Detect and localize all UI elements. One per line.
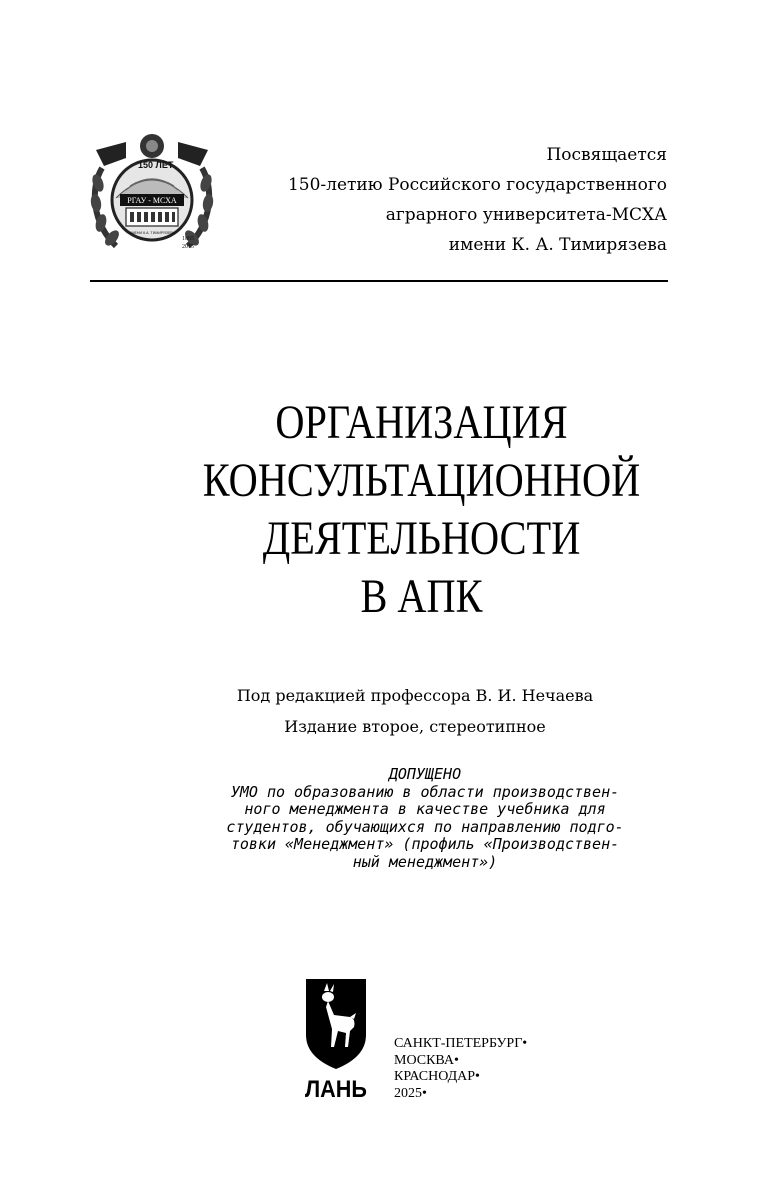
title-line: В АПК [360, 570, 483, 623]
emblem-graphic [86, 128, 218, 260]
dedication-line: имени К. А. Тимирязева [448, 235, 667, 255]
approval-line: ный менеджмент») [352, 852, 498, 871]
title-line: КОНСУЛЬТАЦИОННОЙ [202, 454, 641, 507]
city-line: КРАСНОДАР• [394, 1069, 480, 1084]
city-line: САНКТ-ПЕТЕРБУРГ• [394, 1036, 528, 1051]
city-line: 2025• [394, 1085, 427, 1101]
publisher-logo-text: ЛАНЬ [305, 1074, 367, 1101]
university-emblem [86, 128, 218, 260]
approval-line: студентов, обучающихся по направлению подго- [226, 817, 624, 836]
approval-line: ного менеджмента в качестве учебника для [244, 800, 606, 818]
doe-icon [304, 977, 368, 1101]
title-line: ДЕЯТЕЛЬНОСТИ [262, 512, 581, 565]
editor-credit: Под редакцией профессора В. И. Нечаева [236, 686, 594, 705]
publisher-cities [394, 1036, 527, 1102]
dedication [237, 140, 667, 260]
dedication-line: аграрного университета-МСХА [385, 205, 667, 225]
title-line: ОРГАНИЗАЦИЯ [275, 396, 568, 449]
approval-line: ДОПУЩЕНО [388, 765, 462, 783]
dedication-line: 150-летию Российского государственного [287, 175, 667, 195]
dedication-line: Посвящается [546, 145, 667, 165]
book-title [143, 394, 700, 626]
approval-line: УМО по образованию в области производствен- [230, 782, 620, 801]
emblem-bottom-text: ИМЕНИ К.А. ТИМИРЯЗЕВА [128, 231, 176, 235]
approval-line: товки «Менеджмент» (профиль «Производствен- [230, 835, 620, 853]
approval-statement [150, 766, 700, 871]
city-line: МОСКВА• [394, 1052, 459, 1068]
publisher-logo [304, 977, 368, 1101]
horizontal-divider [90, 280, 668, 282]
emblem-150-text: 150 ЛЕТ [138, 160, 174, 170]
emblem-year-end: 2015 [182, 244, 194, 250]
emblem-ribbon-text: РГАУ - МСХА [127, 196, 177, 205]
emblem-year-start: 1865 [182, 236, 194, 242]
edition-note: Издание второе, стереотипное [284, 717, 546, 736]
